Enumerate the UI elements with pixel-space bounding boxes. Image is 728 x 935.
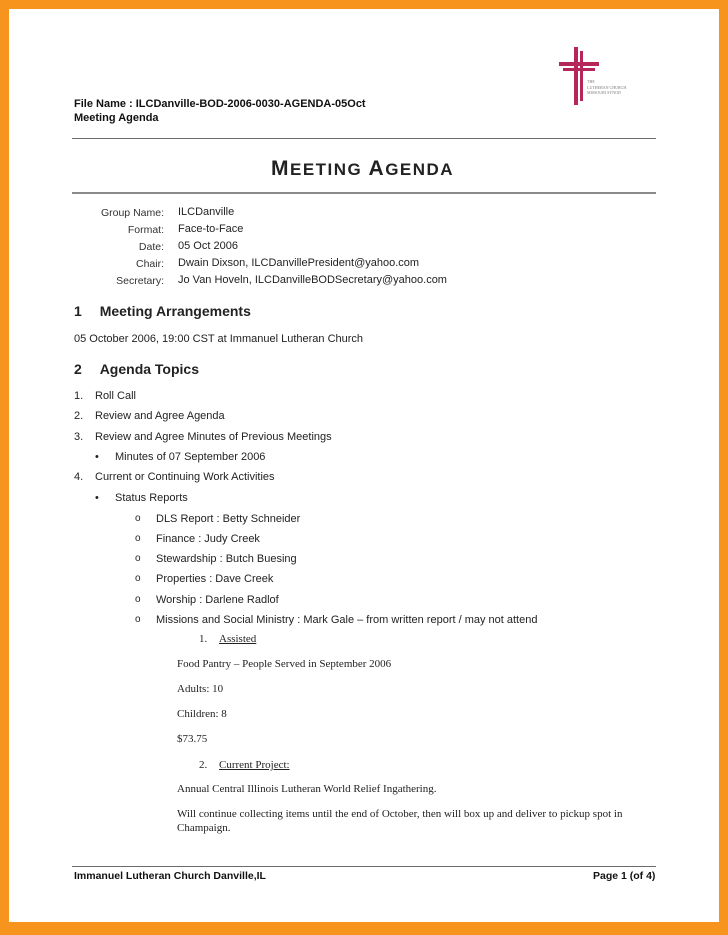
logo-text-3: MISSOURI SYNOD — [587, 90, 621, 95]
meta-value-date: 05 Oct 2006 — [178, 240, 238, 252]
section2-title: Agenda Topics — [99, 361, 199, 377]
continue-line-1: Will continue collecting items until the end of October, then will box up and deliver to pickup spot in — [177, 808, 623, 820]
agenda-num-3: 3. — [74, 431, 84, 443]
file-name-line — [74, 98, 366, 110]
meta-label-format: Format: — [127, 224, 164, 236]
logo-text-2: LUTHERAN CHURCH — [587, 85, 627, 90]
report-item-missions: Missions and Social Ministry : Mark Gale – from written report / may not attend — [156, 614, 538, 626]
document-page — [9, 9, 719, 922]
circle-bullet-2: o — [135, 533, 141, 544]
agenda-item-2: Review and Agree Agenda — [95, 410, 225, 422]
title-rule — [72, 192, 656, 194]
meta-label-group: Group Name: — [100, 207, 164, 219]
circle-bullet-5: o — [135, 594, 141, 605]
amount-line: $73.75 — [177, 733, 208, 745]
agenda-item-1: Roll Call — [95, 390, 136, 402]
title-genda: GENDA — [385, 160, 455, 179]
agenda-num-2: 2. — [74, 410, 84, 422]
section1-title: Meeting Arrangements — [99, 303, 251, 319]
meta-label-secretary: Secretary: — [116, 275, 164, 287]
sub-item-status: Status Reports — [115, 492, 188, 504]
annual-line: Annual Central Illinois Lutheran World Relief Ingathering. — [177, 783, 437, 795]
title-a: A — [368, 157, 386, 180]
report-item-worship: Worship : Darlene Radlof — [156, 594, 279, 606]
circle-bullet-3: o — [135, 553, 141, 564]
report-item-stewardship: Stewardship : Butch Buesing — [156, 553, 297, 565]
circle-bullet-6: o — [135, 614, 141, 625]
children-line: Children: 8 — [177, 708, 227, 720]
footer-church: Immanuel Lutheran Church Danville,IL — [74, 870, 266, 882]
top-rule — [72, 138, 656, 139]
section2-heading — [74, 361, 199, 377]
bullet-status: • — [95, 492, 99, 504]
sub-item-minutes: Minutes of 07 September 2006 — [115, 451, 266, 463]
report-item-finance: Finance : Judy Creek — [156, 533, 260, 545]
section1-num: 1 — [74, 303, 82, 319]
bullet-minutes: • — [95, 451, 99, 463]
meta-label-date: Date: — [138, 241, 164, 253]
meta-value-secretary: Jo Van Hoveln, ILCDanvilleBODSecretary@yahoo.com — [178, 274, 447, 286]
meta-label-chair: Chair: — [135, 258, 164, 270]
agenda-num-4: 4. — [74, 471, 84, 483]
file-name: ILCDanville-BOD-2006-0030-AGENDA-05Oct — [135, 98, 366, 110]
assisted-num: 1. — [199, 633, 208, 645]
continue-line-2: Champaign. — [177, 822, 231, 834]
project-num: 2. — [199, 759, 208, 771]
title-eeting: EETING — [290, 160, 369, 179]
file-name-label: File Name : — [74, 98, 133, 110]
church-logo — [557, 45, 657, 107]
title-m: M — [271, 157, 290, 180]
agenda-item-3: Review and Agree Minutes of Previous Meetings — [95, 431, 332, 443]
meta-value-format: Face-to-Face — [178, 223, 244, 235]
adults-line: Adults: 10 — [177, 683, 224, 695]
assisted-heading: Assisted — [219, 633, 257, 645]
agenda-num-1: 1. — [74, 390, 84, 402]
doc-type: Meeting Agenda — [74, 112, 159, 124]
report-item-dls: DLS Report : Betty Schneider — [156, 513, 301, 525]
agenda-item-4: Current or Continuing Work Activities — [95, 471, 275, 483]
meta-value-group: ILCDanville — [178, 206, 235, 218]
food-pantry-line: Food Pantry – People Served in September 2006 — [177, 658, 392, 670]
section2-num: 2 — [74, 361, 82, 377]
report-item-properties: Properties : Dave Creek — [156, 573, 274, 585]
meta-value-chair: Dwain Dixson, ILCDanvillePresident@yahoo.com — [178, 257, 420, 269]
logo-text-1: THE — [587, 79, 595, 84]
project-heading: Current Project: — [219, 759, 290, 771]
cross-icon — [557, 45, 657, 107]
footer-page-number: Page 1 (of 4) — [593, 870, 656, 882]
circle-bullet-4: o — [135, 573, 141, 584]
page-title — [271, 157, 454, 181]
footer-rule — [72, 866, 656, 867]
section1-text: 05 October 2006, 19:00 CST at Immanuel Lutheran Church — [74, 333, 364, 345]
section1-heading — [74, 303, 251, 319]
circle-bullet-1: o — [135, 513, 141, 524]
